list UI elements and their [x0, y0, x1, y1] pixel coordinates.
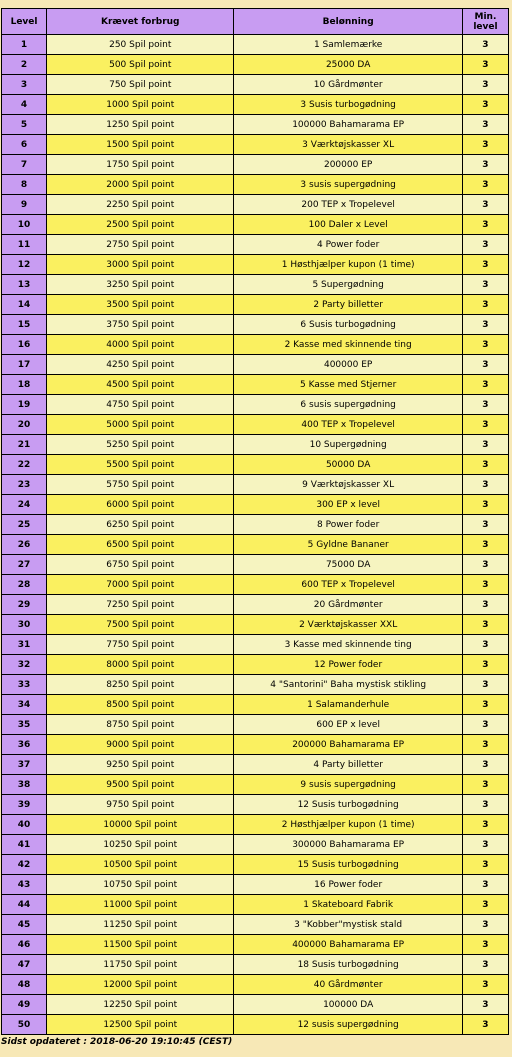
required-cell: 10750 Spil point — [47, 875, 233, 894]
min-level-cell: 3 — [463, 955, 508, 974]
required-cell: 4500 Spil point — [47, 375, 233, 394]
table-row — [2, 635, 508, 654]
min-level-cell: 3 — [463, 395, 508, 414]
required-cell: 3500 Spil point — [47, 295, 233, 314]
required-cell: 11500 Spil point — [47, 935, 233, 954]
table-row — [2, 95, 508, 114]
level-cell: 9 — [2, 195, 46, 214]
reward-cell: 3 Susis turbogødning — [234, 95, 461, 114]
min-level-cell: 3 — [463, 375, 508, 394]
required-cell: 6000 Spil point — [47, 495, 233, 514]
min-level-cell: 3 — [463, 55, 508, 74]
level-cell: 26 — [2, 535, 46, 554]
reward-cell: 200000 Bahamarama EP — [234, 735, 461, 754]
required-cell: 10500 Spil point — [47, 855, 233, 874]
min-level-cell: 3 — [463, 435, 508, 454]
reward-cell: 16 Power foder — [234, 875, 461, 894]
min-level-cell: 3 — [463, 975, 508, 994]
level-cell: 11 — [2, 235, 46, 254]
min-level-cell: 3 — [463, 875, 508, 894]
reward-cell: 12 Susis turbogødning — [234, 795, 461, 814]
reward-cell: 9 susis supergødning — [234, 775, 461, 794]
reward-cell: 4 Power foder — [234, 235, 461, 254]
level-cell: 10 — [2, 215, 46, 234]
table-row — [2, 855, 508, 874]
level-cell: 2 — [2, 55, 46, 74]
required-cell: 3250 Spil point — [47, 275, 233, 294]
table-row — [2, 315, 508, 334]
required-cell: 3750 Spil point — [47, 315, 233, 334]
min-level-cell: 3 — [463, 935, 508, 954]
reward-cell: 400000 Bahamarama EP — [234, 935, 461, 954]
min-level-cell: 3 — [463, 1015, 508, 1034]
required-cell: 12000 Spil point — [47, 975, 233, 994]
table-row — [2, 215, 508, 234]
required-cell: 6750 Spil point — [47, 555, 233, 574]
reward-cell: 300 EP x level — [234, 495, 461, 514]
table-row — [2, 435, 508, 454]
table-row — [2, 515, 508, 534]
required-cell: 1000 Spil point — [47, 95, 233, 114]
level-cell: 15 — [2, 315, 46, 334]
reward-cell: 40 Gårdmønter — [234, 975, 461, 994]
table-row — [2, 195, 508, 214]
reward-cell: 600 EP x level — [234, 715, 461, 734]
min-level-cell: 3 — [463, 135, 508, 154]
table-row — [2, 995, 508, 1014]
table-row — [2, 295, 508, 314]
min-level-cell: 3 — [463, 275, 508, 294]
required-cell: 7500 Spil point — [47, 615, 233, 634]
level-cell: 24 — [2, 495, 46, 514]
level-cell: 35 — [2, 715, 46, 734]
column-header-level: Level — [2, 9, 46, 34]
reward-cell: 100000 DA — [234, 995, 461, 1014]
required-cell: 5500 Spil point — [47, 455, 233, 474]
reward-cell: 12 Power foder — [234, 655, 461, 674]
level-cell: 49 — [2, 995, 46, 1014]
level-cell: 31 — [2, 635, 46, 654]
required-cell: 250 Spil point — [47, 35, 233, 54]
table-row — [2, 755, 508, 774]
level-cell: 16 — [2, 335, 46, 354]
required-cell: 10250 Spil point — [47, 835, 233, 854]
table-row — [2, 575, 508, 594]
table-row — [2, 715, 508, 734]
reward-cell: 20 Gårdmønter — [234, 595, 461, 614]
min-level-cell: 3 — [463, 95, 508, 114]
required-cell: 9000 Spil point — [47, 735, 233, 754]
reward-cell: 18 Susis turbogødning — [234, 955, 461, 974]
table-row — [2, 915, 508, 934]
reward-cell: 8 Power foder — [234, 515, 461, 534]
min-level-cell: 3 — [463, 355, 508, 374]
min-level-cell: 3 — [463, 515, 508, 534]
required-cell: 3000 Spil point — [47, 255, 233, 274]
reward-cell: 2 Party billetter — [234, 295, 461, 314]
required-cell: 8000 Spil point — [47, 655, 233, 674]
min-level-cell: 3 — [463, 755, 508, 774]
reward-cell: 200000 EP — [234, 155, 461, 174]
required-cell: 4750 Spil point — [47, 395, 233, 414]
required-cell: 7250 Spil point — [47, 595, 233, 614]
min-level-cell: 3 — [463, 715, 508, 734]
min-level-cell: 3 — [463, 35, 508, 54]
reward-cell: 100 Daler x Level — [234, 215, 461, 234]
reward-cell: 400 TEP x Tropelevel — [234, 415, 461, 434]
min-level-cell: 3 — [463, 535, 508, 554]
level-cell: 39 — [2, 795, 46, 814]
table-row — [2, 455, 508, 474]
level-cell: 1 — [2, 35, 46, 54]
table-row — [2, 815, 508, 834]
reward-cell: 10 Supergødning — [234, 435, 461, 454]
level-cell: 6 — [2, 135, 46, 154]
min-level-cell: 3 — [463, 855, 508, 874]
min-level-cell: 3 — [463, 655, 508, 674]
level-cell: 5 — [2, 115, 46, 134]
min-level-cell: 3 — [463, 795, 508, 814]
min-level-cell: 3 — [463, 615, 508, 634]
min-level-cell: 3 — [463, 235, 508, 254]
reward-cell: 1 Skateboard Fabrik — [234, 895, 461, 914]
level-cell: 19 — [2, 395, 46, 414]
table-header-row — [2, 9, 508, 34]
reward-cell: 5 Kasse med Stjerner — [234, 375, 461, 394]
table-row — [2, 735, 508, 754]
min-level-cell: 3 — [463, 675, 508, 694]
min-level-cell: 3 — [463, 995, 508, 1014]
min-level-cell: 3 — [463, 335, 508, 354]
reward-cell: 6 Susis turbogødning — [234, 315, 461, 334]
required-cell: 6250 Spil point — [47, 515, 233, 534]
level-cell: 38 — [2, 775, 46, 794]
required-cell: 12500 Spil point — [47, 1015, 233, 1034]
table-row — [2, 395, 508, 414]
table-row — [2, 655, 508, 674]
level-cell: 36 — [2, 735, 46, 754]
reward-cell: 5 Supergødning — [234, 275, 461, 294]
reward-cell: 12 susis supergødning — [234, 1015, 461, 1034]
level-cell: 50 — [2, 1015, 46, 1034]
min-level-cell: 3 — [463, 475, 508, 494]
table-row — [2, 615, 508, 634]
table-row — [2, 695, 508, 714]
table-row — [2, 415, 508, 434]
required-cell: 2750 Spil point — [47, 235, 233, 254]
level-cell: 33 — [2, 675, 46, 694]
reward-cell: 2 Værktøjskasser XXL — [234, 615, 461, 634]
level-cell: 4 — [2, 95, 46, 114]
table-row — [2, 55, 508, 74]
required-cell: 9500 Spil point — [47, 775, 233, 794]
required-cell: 2250 Spil point — [47, 195, 233, 214]
min-level-cell: 3 — [463, 595, 508, 614]
required-cell: 6500 Spil point — [47, 535, 233, 554]
table-row — [2, 175, 508, 194]
reward-cell: 3 Værktøjskasser XL — [234, 135, 461, 154]
reward-cell: 6 susis supergødning — [234, 395, 461, 414]
level-cell: 23 — [2, 475, 46, 494]
required-cell: 4000 Spil point — [47, 335, 233, 354]
required-cell: 1750 Spil point — [47, 155, 233, 174]
table-row — [2, 675, 508, 694]
reward-cell: 4 Party billetter — [234, 755, 461, 774]
min-level-cell: 3 — [463, 455, 508, 474]
level-cell: 17 — [2, 355, 46, 374]
required-cell: 9750 Spil point — [47, 795, 233, 814]
table-body — [2, 35, 508, 1034]
table-row — [2, 355, 508, 374]
required-cell: 12250 Spil point — [47, 995, 233, 1014]
min-level-cell: 3 — [463, 835, 508, 854]
level-cell: 8 — [2, 175, 46, 194]
required-cell: 750 Spil point — [47, 75, 233, 94]
level-cell: 40 — [2, 815, 46, 834]
column-header-min-level: Min. level — [463, 9, 508, 34]
required-cell: 8750 Spil point — [47, 715, 233, 734]
required-cell: 1500 Spil point — [47, 135, 233, 154]
reward-cell: 1 Samlemærke — [234, 35, 461, 54]
level-cell: 3 — [2, 75, 46, 94]
column-header-required: Krævet forbrug — [47, 9, 233, 34]
table-row — [2, 155, 508, 174]
table-row — [2, 1015, 508, 1034]
level-cell: 13 — [2, 275, 46, 294]
table-row — [2, 875, 508, 894]
min-level-cell: 3 — [463, 555, 508, 574]
table-row — [2, 275, 508, 294]
required-cell: 5000 Spil point — [47, 415, 233, 434]
min-level-cell: 3 — [463, 775, 508, 794]
min-level-cell: 3 — [463, 895, 508, 914]
reward-cell: 50000 DA — [234, 455, 461, 474]
required-cell: 9250 Spil point — [47, 755, 233, 774]
min-level-cell: 3 — [463, 575, 508, 594]
reward-cell: 1 Salamanderhule — [234, 695, 461, 714]
level-cell: 29 — [2, 595, 46, 614]
table-row — [2, 475, 508, 494]
reward-cell: 10 Gårdmønter — [234, 75, 461, 94]
required-cell: 4250 Spil point — [47, 355, 233, 374]
table-row — [2, 955, 508, 974]
required-cell: 1250 Spil point — [47, 115, 233, 134]
required-cell: 8500 Spil point — [47, 695, 233, 714]
level-cell: 7 — [2, 155, 46, 174]
table-row — [2, 375, 508, 394]
reward-cell: 3 Kasse med skinnende ting — [234, 635, 461, 654]
level-cell: 25 — [2, 515, 46, 534]
min-level-cell: 3 — [463, 155, 508, 174]
required-cell: 8250 Spil point — [47, 675, 233, 694]
required-cell: 5750 Spil point — [47, 475, 233, 494]
table-row — [2, 115, 508, 134]
reward-cell: 3 "Kobber"mystisk stald — [234, 915, 461, 934]
required-cell: 5250 Spil point — [47, 435, 233, 454]
level-cell: 41 — [2, 835, 46, 854]
required-cell: 500 Spil point — [47, 55, 233, 74]
table-row — [2, 35, 508, 54]
min-level-cell: 3 — [463, 695, 508, 714]
level-cell: 43 — [2, 875, 46, 894]
table-row — [2, 975, 508, 994]
reward-cell: 400000 EP — [234, 355, 461, 374]
table-row — [2, 775, 508, 794]
reward-cell: 100000 Bahamarama EP — [234, 115, 461, 134]
last-updated-text: Sidst opdateret : 2018-06-20 19:10:45 (CEST) — [1, 1037, 233, 1047]
reward-cell: 25000 DA — [234, 55, 461, 74]
required-cell: 11750 Spil point — [47, 955, 233, 974]
table-row — [2, 935, 508, 954]
level-cell: 22 — [2, 455, 46, 474]
min-level-cell: 3 — [463, 495, 508, 514]
min-level-cell: 3 — [463, 295, 508, 314]
required-cell: 2000 Spil point — [47, 175, 233, 194]
level-cell: 34 — [2, 695, 46, 714]
min-level-cell: 3 — [463, 915, 508, 934]
reward-cell: 9 Værktøjskasser XL — [234, 475, 461, 494]
reward-cell: 5 Gyldne Bananer — [234, 535, 461, 554]
table-row — [2, 255, 508, 274]
required-cell: 7750 Spil point — [47, 635, 233, 654]
column-header-reward: Belønning — [234, 9, 461, 34]
min-level-cell: 3 — [463, 195, 508, 214]
required-cell: 11000 Spil point — [47, 895, 233, 914]
reward-cell: 1 Høsthjælper kupon (1 time) — [234, 255, 461, 274]
level-cell: 46 — [2, 935, 46, 954]
reward-cell: 2 Høsthjælper kupon (1 time) — [234, 815, 461, 834]
table-row — [2, 535, 508, 554]
required-cell: 7000 Spil point — [47, 575, 233, 594]
level-cell: 12 — [2, 255, 46, 274]
level-cell: 27 — [2, 555, 46, 574]
level-cell: 48 — [2, 975, 46, 994]
table-row — [2, 795, 508, 814]
min-level-cell: 3 — [463, 735, 508, 754]
table-row — [2, 75, 508, 94]
min-level-cell: 3 — [463, 315, 508, 334]
table-row — [2, 135, 508, 154]
reward-cell: 200 TEP x Tropelevel — [234, 195, 461, 214]
min-level-cell: 3 — [463, 635, 508, 654]
min-level-cell: 3 — [463, 215, 508, 234]
level-cell: 28 — [2, 575, 46, 594]
level-cell: 18 — [2, 375, 46, 394]
min-level-cell: 3 — [463, 815, 508, 834]
required-cell: 2500 Spil point — [47, 215, 233, 234]
reward-cell: 75000 DA — [234, 555, 461, 574]
level-cell: 20 — [2, 415, 46, 434]
reward-cell: 4 "Santorini" Baha mystisk stikling — [234, 675, 461, 694]
reward-cell: 15 Susis turbogødning — [234, 855, 461, 874]
reward-cell: 2 Kasse med skinnende ting — [234, 335, 461, 354]
level-cell: 42 — [2, 855, 46, 874]
level-cell: 30 — [2, 615, 46, 634]
level-cell: 47 — [2, 955, 46, 974]
level-cell: 14 — [2, 295, 46, 314]
table-row — [2, 335, 508, 354]
table-row — [2, 235, 508, 254]
level-cell: 44 — [2, 895, 46, 914]
min-level-cell: 3 — [463, 255, 508, 274]
level-cell: 21 — [2, 435, 46, 454]
min-level-cell: 3 — [463, 115, 508, 134]
rewards-table — [1, 8, 509, 1035]
min-level-cell: 3 — [463, 175, 508, 194]
level-cell: 37 — [2, 755, 46, 774]
level-cell: 45 — [2, 915, 46, 934]
min-level-cell: 3 — [463, 415, 508, 434]
required-cell: 11250 Spil point — [47, 915, 233, 934]
required-cell: 10000 Spil point — [47, 815, 233, 834]
table-row — [2, 495, 508, 514]
table-row — [2, 595, 508, 614]
reward-cell: 600 TEP x Tropelevel — [234, 575, 461, 594]
reward-cell: 300000 Bahamarama EP — [234, 835, 461, 854]
level-cell: 32 — [2, 655, 46, 674]
table-row — [2, 835, 508, 854]
min-level-cell: 3 — [463, 75, 508, 94]
reward-cell: 3 susis supergødning — [234, 175, 461, 194]
table-row — [2, 555, 508, 574]
table-row — [2, 895, 508, 914]
